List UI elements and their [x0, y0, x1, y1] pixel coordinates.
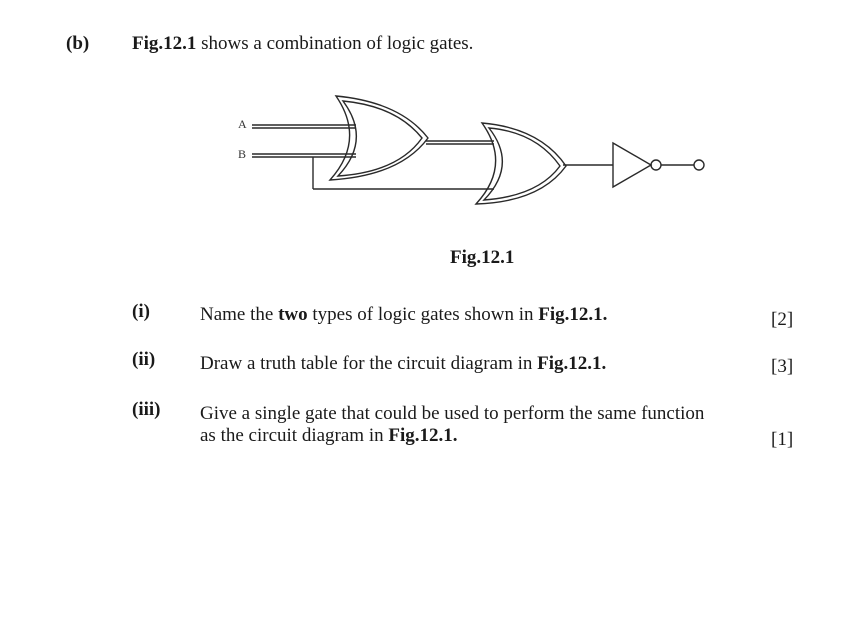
intro-figure-ref: Fig.12.1: [132, 33, 197, 54]
output-terminal: [694, 160, 704, 170]
or-gate-1-inner: [338, 101, 422, 176]
question-1-mid: types of logic gates shown in: [307, 304, 539, 325]
question-3-line-2: [200, 425, 458, 447]
question-2-number: (ii): [132, 349, 156, 370]
question-2-pre: Draw a truth table for the circuit diagram in: [200, 353, 538, 374]
question-1-figure-ref: Fig.12.1.: [538, 304, 608, 325]
not-gate: [613, 143, 651, 187]
question-2-figure-ref: Fig.12.1.: [537, 353, 607, 374]
figure-caption: Fig.12.1: [450, 247, 515, 268]
question-3-pre: as the circuit diagram in: [200, 425, 389, 446]
question-1-text: [200, 304, 607, 326]
question-3-line-1: Give a single gate that could be used to perform the same function: [200, 403, 705, 424]
question-3-figure-ref: Fig.12.1.: [388, 425, 458, 446]
question-3-number: (iii): [132, 399, 161, 420]
question-3-marks: [1]: [771, 429, 794, 450]
question-1-marks: [2]: [771, 309, 794, 330]
input-b-label: B: [238, 147, 247, 161]
question-2-text: [200, 353, 606, 375]
question-2-marks: [3]: [771, 356, 794, 377]
intro-sentence: shows a combination of logic gates.: [196, 33, 474, 54]
question-1-bold-word: two: [278, 304, 308, 325]
input-a-label: A: [238, 117, 247, 131]
question-1-pre: Name the: [200, 304, 279, 325]
not-gate-bubble: [651, 160, 661, 170]
part-label: (b): [66, 33, 90, 54]
question-1-number: (i): [132, 301, 150, 322]
